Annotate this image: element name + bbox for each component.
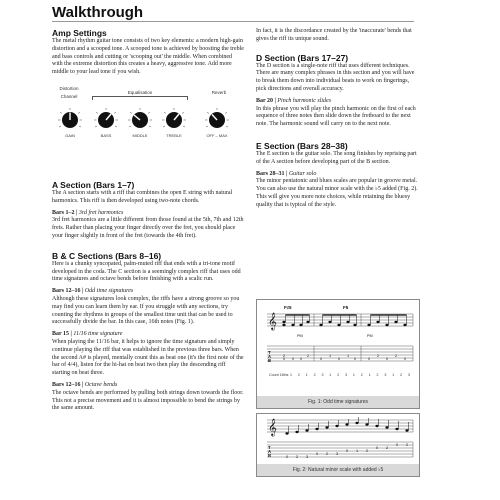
svg-text:0: 0 bbox=[367, 357, 371, 361]
bc-sub3-body: The octave bends are performed by pulling both strings down towards the floor. This not a precise movement and it is almost impossible to bend the strings by the same amount. bbox=[52, 389, 244, 412]
fig1-count-number: 1 bbox=[368, 373, 371, 377]
tab-label-a: A bbox=[268, 354, 272, 359]
bc-sub1-italic: Odd time signatures bbox=[84, 288, 134, 295]
fig2-tab-t: T bbox=[268, 445, 271, 450]
knob-label-middle: MIDDLE bbox=[132, 132, 148, 138]
fig1-count-number: 2 bbox=[313, 373, 316, 377]
svg-text:0: 0 bbox=[285, 455, 289, 459]
reverb-knob-icon bbox=[205, 108, 229, 128]
a-section-body: The A section starts with a riff that combines the open E string with natural harmonics. This riff is then developed using two-note chords. bbox=[52, 189, 233, 204]
fig1-caption: Fig. 1: Odd time signatures bbox=[257, 396, 419, 408]
fig1-count-number: 3 bbox=[345, 373, 348, 377]
fig2-caption: Fig. 2: Natural minor scale with added ♭5 bbox=[257, 464, 419, 476]
svg-text:1: 1 bbox=[355, 449, 359, 453]
distortion-channel-label: Distortion Channel bbox=[59, 85, 79, 99]
svg-text:2: 2 bbox=[282, 354, 286, 358]
svg-text:0: 0 bbox=[385, 357, 389, 361]
bc-sub3-heading bbox=[52, 382, 244, 390]
right-column bbox=[256, 28, 418, 210]
treble-clef-icon: 𝄞 bbox=[268, 312, 277, 330]
svg-text:2: 2 bbox=[306, 354, 310, 358]
e-section-body: The E section is the guitar solo. The song finishes by reprising part of the A section before developing part of the B section. bbox=[256, 150, 417, 165]
knob-label-gain: GAIN bbox=[65, 132, 75, 138]
bc-sub2-bold: Bar 15 | bbox=[52, 331, 72, 338]
fig2-tab-a: A bbox=[268, 449, 272, 454]
bc-section-body: Here is a chunky syncopated, palm-muted riff that ends with a tri-tone motif developed in the coda. The C section is a seemingly complex riff that uses odd time signatures and octave bends before finishing with a scalic run. bbox=[52, 260, 241, 283]
equalisation-label: Equalisation bbox=[127, 89, 153, 95]
a-section-sub-body: 3rd fret harmonics are a little different from those found at the 5th, 7th and 12th frets. Rather than placing your finger directly over the fret, you should place your finger slightly in front of the fret (towards the 4th fret). bbox=[52, 217, 244, 239]
fig2-tab-b: B bbox=[268, 453, 272, 458]
fig1-count-number: 1 bbox=[290, 373, 292, 377]
svg-text:0: 0 bbox=[375, 446, 379, 450]
fig1-count-number: 1 bbox=[352, 373, 355, 377]
svg-text:3: 3 bbox=[305, 455, 309, 459]
knob-label-treble: TREBLE bbox=[166, 132, 182, 138]
bass-knob-icon bbox=[94, 108, 118, 128]
svg-text:2: 2 bbox=[295, 455, 299, 459]
fig2-notes bbox=[285, 422, 408, 435]
bc-sub2-body: When playing the 11/16 bar, it helps to ignore the time signature and simply continue playing the riff that was established in the previous three bars. When the second A# is played, mentally count this as beat one (it's the first note of the bar of 4/4), listen for the hi-hat on beat two then play the descending riff starting on beat three. bbox=[52, 338, 244, 377]
figure-2 bbox=[256, 413, 420, 477]
reverb-label: Reverb bbox=[211, 89, 227, 95]
svg-text:1: 1 bbox=[328, 354, 332, 358]
svg-text:0: 0 bbox=[315, 452, 319, 456]
a-sub-italic: 3rd fret harmonics bbox=[78, 209, 124, 216]
fig1-count-number: 2 bbox=[376, 373, 379, 377]
amp-knobs bbox=[52, 102, 244, 152]
fig1-pm-2: PM bbox=[367, 334, 373, 338]
fig1-count-number: 2 bbox=[297, 373, 300, 377]
middle-knob-icon bbox=[128, 108, 152, 128]
svg-text:0: 0 bbox=[403, 357, 407, 361]
d-section-heading: D Section (Bars 17–27) bbox=[256, 52, 349, 63]
e-sub-italic: Guitar solo bbox=[288, 170, 317, 177]
fig1-chord-f5: F5 bbox=[343, 305, 349, 310]
knob-label-reverb: OFF – MAX bbox=[206, 132, 228, 138]
fig1-notes bbox=[282, 321, 406, 326]
fig1-count-label: Count 16ths bbox=[269, 373, 289, 377]
svg-text:0: 0 bbox=[337, 357, 341, 361]
title-divider bbox=[52, 21, 414, 22]
fig1-count-number: 2 bbox=[400, 373, 403, 377]
fig1-count-number: 3 bbox=[321, 373, 324, 377]
bc-sub3-bold: Bars 12–16 | bbox=[52, 381, 84, 388]
d-sub-body: In this phrase you will play the pinch harmonic on the first of each sequence of three notes then slide down the fretboard to the next note. The harmonic sound will carry on to the next note. bbox=[256, 105, 416, 128]
svg-text:0: 0 bbox=[319, 357, 323, 361]
svg-text:2: 2 bbox=[376, 354, 380, 358]
fig1-count-number: 2 bbox=[337, 373, 340, 377]
left-column bbox=[52, 28, 244, 413]
d-sub-bold: Bar 20 | bbox=[256, 97, 276, 104]
bc-sub2-italic: 11/16 time signature bbox=[73, 331, 123, 338]
figure-1 bbox=[256, 299, 420, 409]
svg-text:0: 0 bbox=[282, 357, 286, 361]
svg-text:0: 0 bbox=[353, 357, 357, 361]
svg-text:2: 2 bbox=[394, 354, 398, 358]
bc-sub3-italic: Octave bends bbox=[84, 381, 118, 388]
e-sub-bold: Bars 28–31 | bbox=[256, 170, 288, 177]
amp-settings-diagram bbox=[52, 82, 244, 172]
a-sub-bold: Bars 1–2 | bbox=[52, 209, 78, 216]
d-section-body: The D section is a single-note riff that uses different techniques. There are many complex phrases in this section and you will have to break them down into individual beats to work on fingerings, pick directions and overall accuracy. bbox=[256, 62, 415, 92]
bc-section-heading: B & C Sections (Bars 8–16) bbox=[52, 250, 162, 261]
d-sub-italic: Pinch harmonic slides bbox=[277, 97, 332, 104]
fig2-treble-clef-icon: 𝄞 bbox=[268, 418, 277, 436]
fig1-count-number: 1 bbox=[305, 373, 308, 377]
bc-sub1-body: Although these signatures look complex, the riffs have a strong groove so you may find you can learn them by ear. If you struggle with any sections, try counting the rhythms in groups of the smallest time unit that can be used to successfully divide the bar. In this case, 16th notes (Fig. 1). bbox=[52, 295, 240, 326]
fig1-pm-1: PM bbox=[297, 334, 303, 338]
fig1-notation bbox=[257, 300, 419, 396]
right-intro-body: In fact, it is the discordance created by the 'inaccurate' bends that gives the riff its unique sound. bbox=[256, 28, 412, 42]
e-sub-body: The minor pentatonic and blues scales are popular in groove metal. You can also use the natural minor scale with the ♭5 added (Fig. 2). This will give you more note choices, while retaining the bluesy quality that is typical of the style. bbox=[256, 178, 418, 208]
fig1-count-row bbox=[290, 373, 410, 377]
d-sub-heading bbox=[256, 98, 418, 106]
svg-text:2: 2 bbox=[405, 443, 409, 447]
treble-knob-icon bbox=[162, 108, 186, 128]
fig1-count-number: 3 bbox=[384, 373, 387, 377]
svg-text:2: 2 bbox=[385, 446, 389, 450]
amp-settings-body: The metal rhythm guitar tone consists of two key elements: a modern high-gain distortion and a scooped tone. A scooped tone is achieved by boosting the treble and bass controls and cutting or 'scooping out' the middle. When combined with the extreme distortion this creates a heavy, aggressive tone. Add more middle to your lead tone if you wish. bbox=[52, 38, 244, 76]
fig1-chord-fsharp5: F♯5 bbox=[284, 305, 292, 310]
gain-knob-icon bbox=[58, 108, 82, 128]
svg-text:3: 3 bbox=[335, 452, 339, 456]
fig1-count-number: 1 bbox=[392, 373, 395, 377]
fig1-count-number: 2 bbox=[360, 373, 363, 377]
e-section-heading: E Section (Bars 28–38) bbox=[256, 140, 348, 151]
a-section-heading: A Section (Bars 1–7) bbox=[52, 179, 135, 190]
svg-text:2: 2 bbox=[365, 449, 369, 453]
svg-text:0: 0 bbox=[291, 357, 295, 361]
knob-label-bass: BASS bbox=[100, 132, 112, 138]
bc-sub1-bold: Bars 12–16 | bbox=[52, 288, 84, 295]
svg-text:2: 2 bbox=[325, 452, 329, 456]
bc-sub2-heading bbox=[52, 331, 244, 339]
tab-label-t: T bbox=[268, 350, 271, 355]
svg-text:0: 0 bbox=[395, 443, 399, 447]
fig2-notation bbox=[257, 414, 419, 464]
page-title: Walkthrough bbox=[52, 4, 144, 21]
svg-text:0: 0 bbox=[299, 357, 303, 361]
e-sub-heading bbox=[256, 171, 418, 179]
amp-settings-heading: Amp Settings bbox=[52, 28, 107, 38]
fig1-count-number: 1 bbox=[329, 373, 332, 377]
svg-text:1: 1 bbox=[346, 354, 350, 358]
bc-sub1-heading bbox=[52, 288, 244, 296]
svg-text:0: 0 bbox=[345, 449, 349, 453]
tab-label-b: B bbox=[268, 358, 272, 363]
fig1-count-number: 3 bbox=[408, 373, 410, 377]
